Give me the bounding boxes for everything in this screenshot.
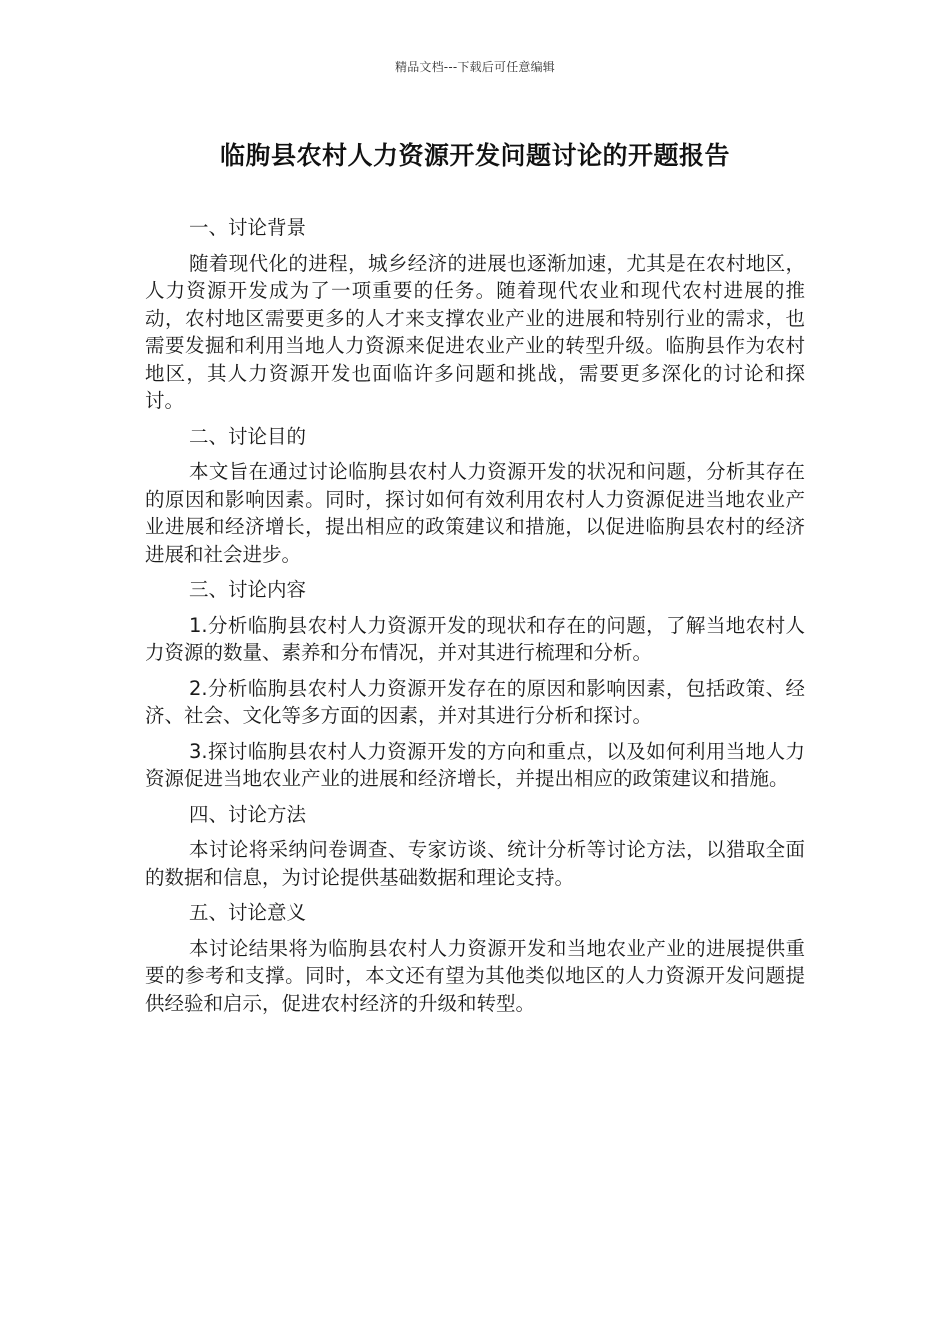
document-body (145, 214, 805, 1025)
purpose-paragraph: 本文旨在通过讨论临朐县农村人力资源开发的状况和问题，分析其存在的原因和影响因素。同时，探讨如何有效利用农村人力资源促进当地农业产业进展和经济增长，提出相应的政策建议和措施，以促进临朐县农村的经济进展和社会进步。 (145, 460, 805, 566)
header-note: 精品文档---下载后可任意编辑 (395, 60, 555, 74)
method-paragraph: 本讨论将采纳问卷调查、专家访谈、统计分析等讨论方法，以猎取全面的数据和信息，为讨论提供基础数据和理论支持。 (145, 838, 805, 889)
content-item-2: 2.分析临朐县农村人力资源开发存在的原因和影响因素，包括政策、经济、社会、文化等多方面的因素，并对其进行分析和探讨。 (145, 676, 805, 727)
section-heading-purpose: 二、讨论目的 (189, 424, 307, 448)
significance-paragraph: 本讨论结果将为临朐县农村人力资源开发和当地农业产业的进展提供重要的参考和支撑。同时，本文还有望为其他类似地区的人力资源开发问题提供经验和启示，促进农村经济的升级和转型。 (145, 936, 805, 1015)
section-heading-content: 三、讨论内容 (189, 578, 307, 601)
content-item-3: 3.探讨临朐县农村人力资源开发的方向和重点，以及如何利用当地人力资源促进当地农业产业的进展和经济增长，并提出相应的政策建议和措施。 (145, 739, 805, 790)
document-title: 临朐县农村人力资源开发问题讨论的开题报告 (219, 141, 730, 170)
background-paragraph: 随着现代化的进程，城乡经济的进展也逐渐加速，尤其是在农村地区，人力资源开发成为了一项重要的任务。随着现代农业和现代农村进展的推动，农村地区需要更多的人才来支撑农业产业的进展和特别行业的需求，也需要发掘和利用当地人力资源来促进农业产业的转型升级。临朐县作为农村地区，其人力资源开发也面临许多问题和挑战，需要更多深化的讨论和探讨。 (145, 251, 805, 412)
section-heading-background: 一、讨论背景 (189, 216, 307, 239)
section-heading-method: 四、讨论方法 (189, 802, 307, 826)
section-heading-significance: 五、讨论意义 (189, 901, 307, 924)
content-item-1: 1.分析临朐县农村人力资源开发的现状和存在的问题，了解当地农村人力资源的数量、素养和分布情况，并对其进行梳理和分析。 (145, 613, 805, 664)
